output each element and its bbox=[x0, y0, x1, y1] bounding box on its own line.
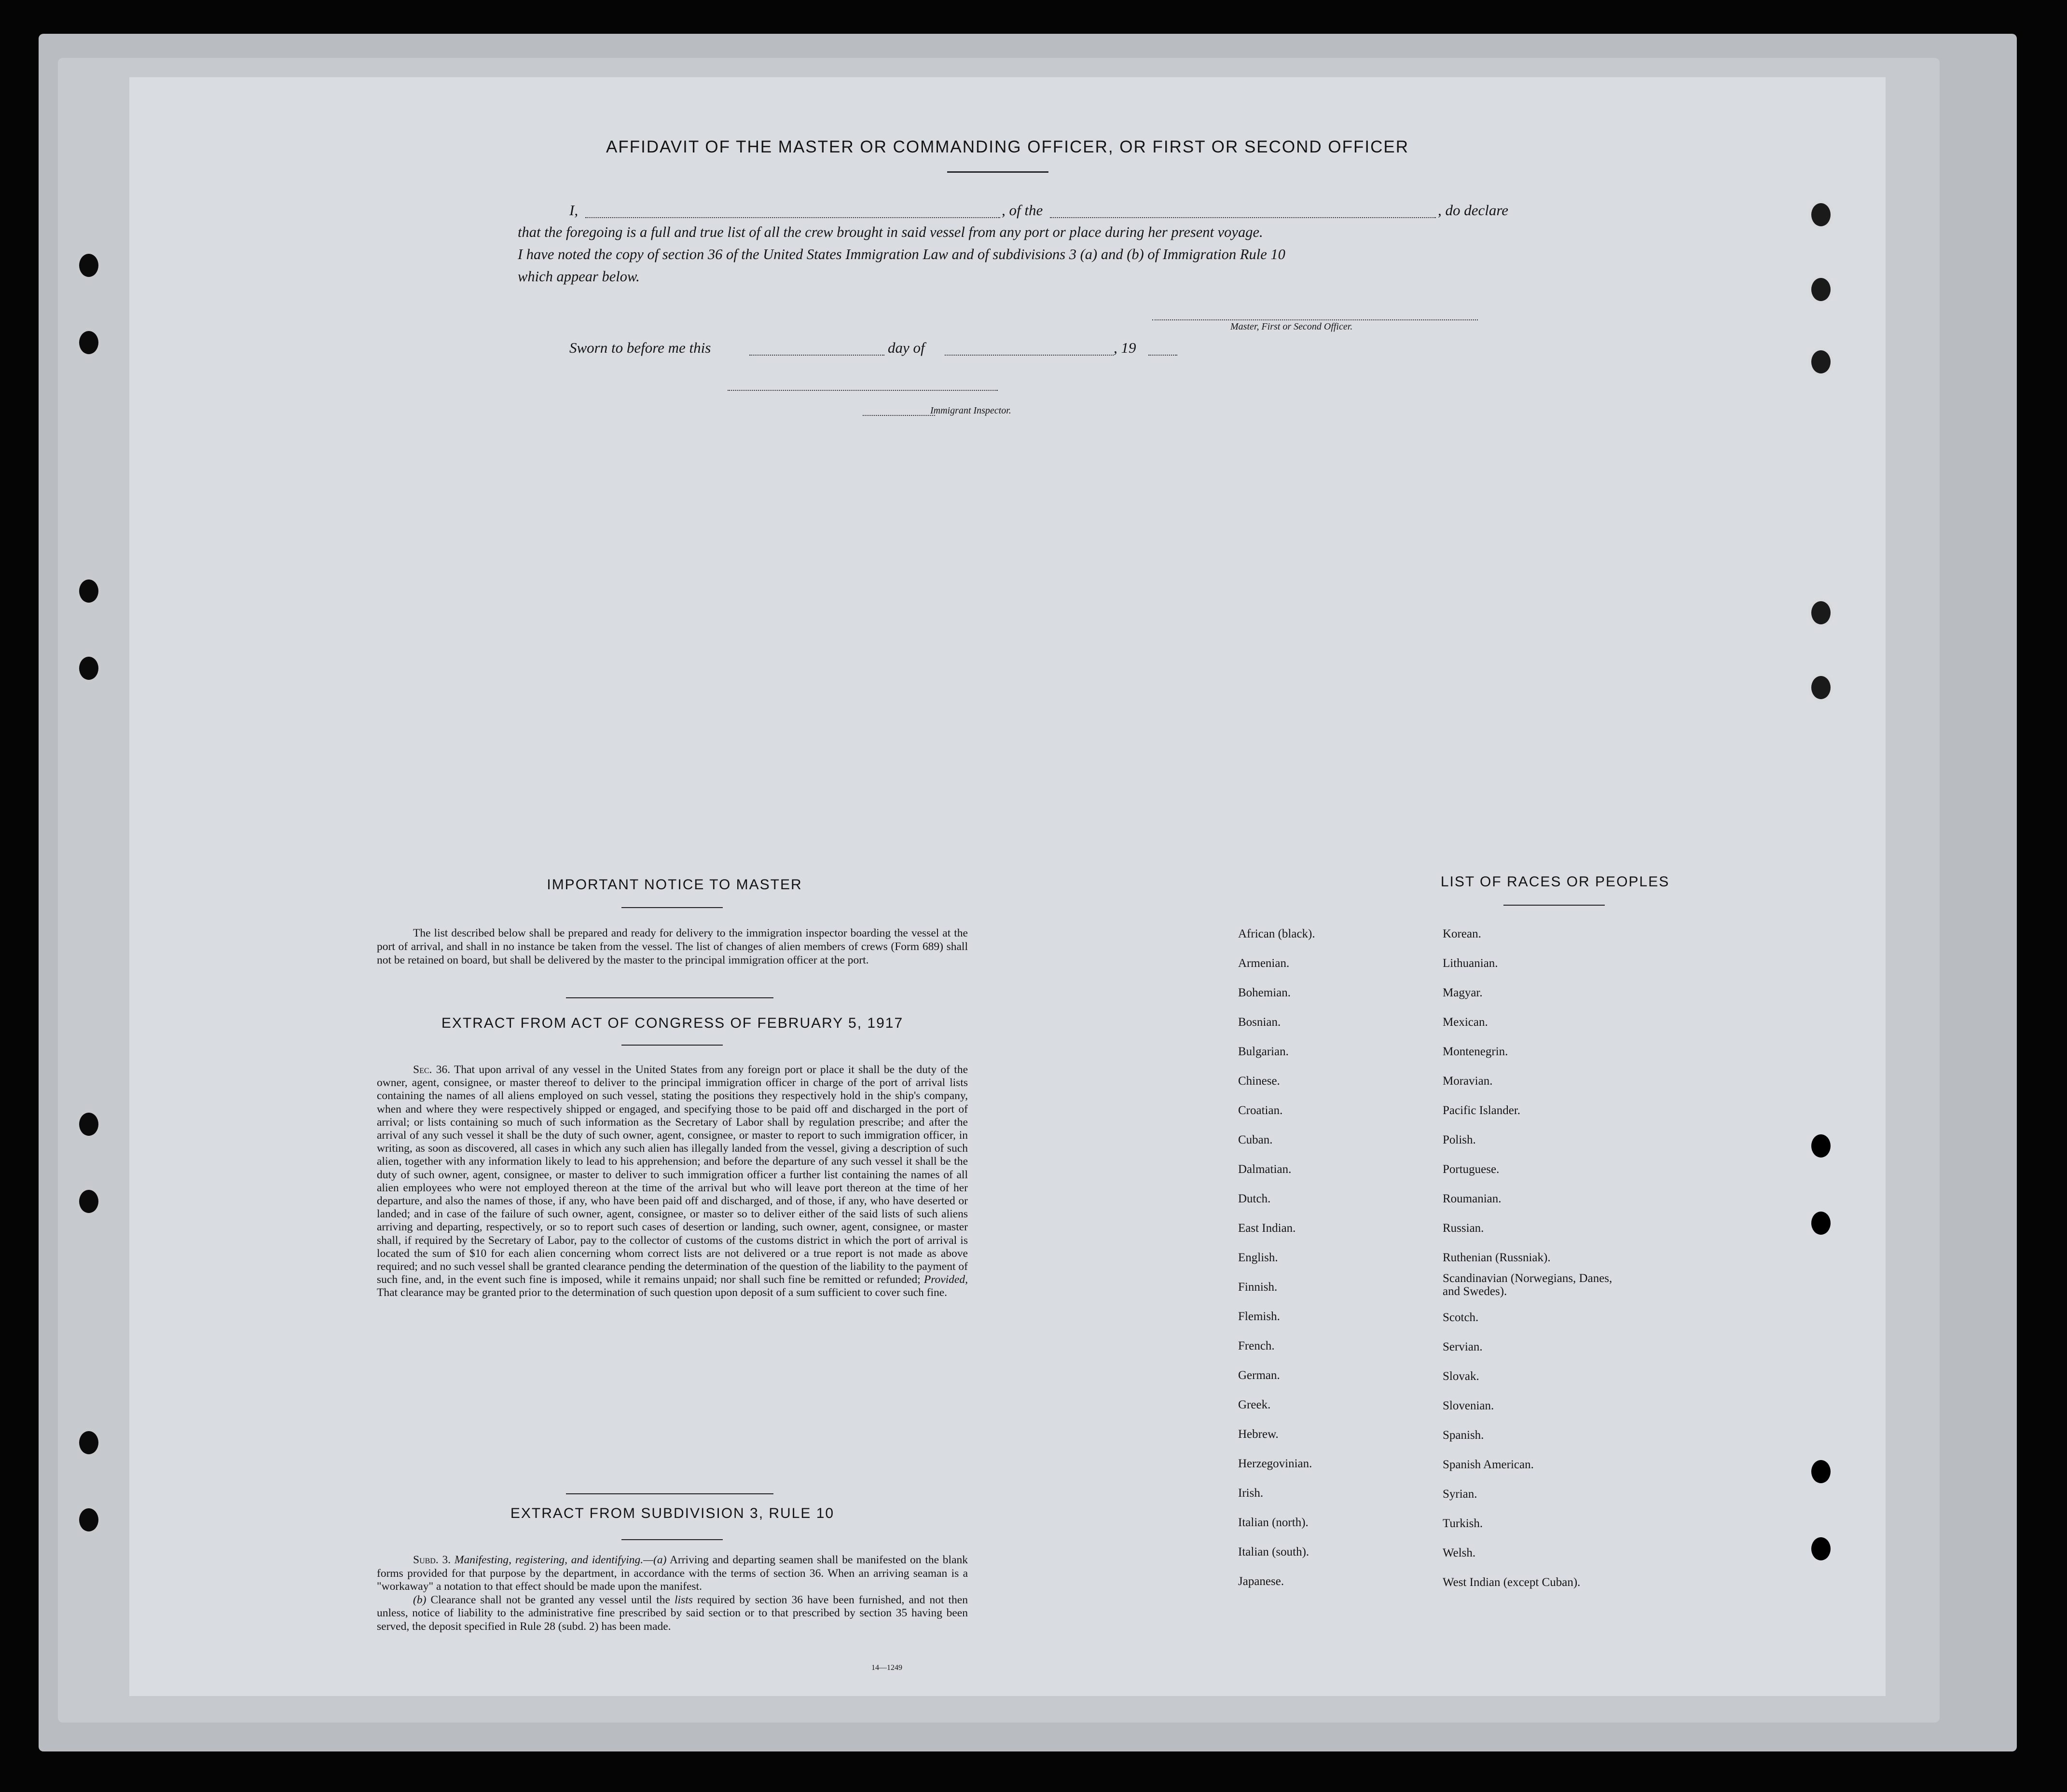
race-item: Korean. bbox=[1443, 927, 1481, 940]
b-label: (b) bbox=[413, 1593, 427, 1606]
race-item: African (black). bbox=[1238, 927, 1315, 940]
extract-act-rule bbox=[621, 1045, 723, 1046]
sec-36-body: That upon arrival of any vessel in the United States from any foreign port or place it shall be the duty of the owner, agent, consignee, or master thereof to deliver to the principal immigration officer in charge of the port of arrival lists containing the names of all aliens employed on such vessel, stating the positions they respectively hold in the ship's company, when and where they were respectively shipped or engaged, and specifying those to be paid off and discharged in the port of arrival; or lists containing so much of such information as the Secretary of Labor shall by regulation prescribe; and after the arrival of any such vessel it shall be the duty of such owner, agent, consignee, or master to report to such immigration officer, in writing, as soon as discovered, all cases in which any such alien has illegally landed from the vessel, giving a description of such alien, together with any information likely to lead to his apprehension; and before the departure of any such vessel it shall be the duty of such owner, agent, consignee, or master to deliver to such immigration officer a further list containing the names of all alien employees who were not employed thereon at the time of the arrival but who will leave port thereon at the time of her departure, and also the names of those, if any, who have been paid off and discharged, and of those, if any, who have deserted or landed; and in case of the failure of such owner, agent, consignee, or master so to deliver either of the said lists of such aliens arriving and departing, respectively, or so to report such cases of desertion or landing, such owner, agent, consignee, or master shall, if required by the Secretary of Labor, pay to the collector of customs of the customs district in which the port of arrival is located the sum of $10 for each alien concerning whom correct lists are not delivered or a true report is not made as above required; and no such vessel shall be granted clearance pending the determination of the question of the liability to the payment of such fine, and, in the event such fine is imposed, while it remains unpaid; nor shall such fine be remitted or refunded; bbox=[377, 1063, 968, 1286]
race-item: Roumanian. bbox=[1443, 1192, 1502, 1205]
race-item: West Indian (except Cuban). bbox=[1443, 1576, 1581, 1589]
affidavit-line-3: I have noted the copy of section 36 of the United States Immigration Law and of subdivisions 3 (a) and (b) of Immigration Rule 10 bbox=[518, 246, 1285, 262]
race-item: Slovak. bbox=[1443, 1370, 1479, 1383]
race-item: Bohemian. bbox=[1238, 986, 1291, 999]
binder-hole bbox=[76, 1428, 101, 1457]
form-number: 14—1249 bbox=[871, 1664, 902, 1672]
notice-divider bbox=[566, 997, 773, 998]
binder-hole bbox=[1808, 275, 1833, 304]
race-item: Slovenian. bbox=[1443, 1399, 1494, 1412]
extract-rule-rule bbox=[621, 1539, 723, 1540]
binder-hole bbox=[1808, 200, 1833, 229]
race-item: Syrian. bbox=[1443, 1488, 1477, 1501]
extract-rule-title: EXTRACT FROM SUBDIVISION 3, RULE 10 bbox=[510, 1505, 835, 1521]
race-item: Dutch. bbox=[1238, 1192, 1271, 1205]
year-label: , 19 bbox=[1114, 339, 1136, 356]
inspector-caption-leader bbox=[863, 415, 935, 416]
sec-36-label: Sec. 36. bbox=[413, 1063, 451, 1076]
extract-act-title: EXTRACT FROM ACT OF CONGRESS OF FEBRUARY 5, 1917 bbox=[441, 1015, 904, 1031]
race-item: Greek. bbox=[1238, 1398, 1271, 1411]
of-the-label: , of the bbox=[1002, 202, 1043, 219]
binder-hole bbox=[1808, 347, 1833, 376]
race-item: Portuguese. bbox=[1443, 1163, 1500, 1176]
race-item: German. bbox=[1238, 1369, 1280, 1382]
day-line bbox=[749, 355, 884, 356]
year-line bbox=[1148, 355, 1177, 356]
binder-hole bbox=[76, 328, 101, 357]
binder-hole bbox=[1808, 598, 1833, 627]
race-item: Turkish. bbox=[1443, 1517, 1483, 1530]
binder-hole bbox=[1808, 1534, 1833, 1563]
binder-hole bbox=[1808, 1131, 1833, 1160]
race-item: Japanese. bbox=[1238, 1575, 1284, 1588]
race-item: Spanish. bbox=[1443, 1429, 1484, 1442]
inspector-signature-line bbox=[728, 390, 998, 391]
race-item: Spanish American. bbox=[1443, 1458, 1534, 1471]
binder-hole bbox=[76, 654, 101, 683]
vessel-line bbox=[1050, 217, 1436, 218]
race-item: English. bbox=[1238, 1251, 1278, 1264]
race-item: Bulgarian. bbox=[1238, 1045, 1289, 1058]
race-item: Italian (north). bbox=[1238, 1516, 1309, 1529]
binder-hole bbox=[76, 577, 101, 606]
race-item: French. bbox=[1238, 1339, 1275, 1352]
races-rule bbox=[1503, 905, 1605, 906]
binder-hole bbox=[1808, 1209, 1833, 1238]
binder-hole bbox=[1808, 673, 1833, 702]
subd-a-text: Arriving and departing seamen shall be manifested on the blank forms provided for that purpose by the department, in accordance with the terms of section 36. When an arriving seaman is a "workaway" a notation to that effect should be made upon the manifest. bbox=[377, 1554, 968, 1593]
affidavit-line-4: which appear below. bbox=[518, 268, 640, 285]
race-item: Bosnian. bbox=[1238, 1016, 1281, 1029]
subd-label: Subd. 3. bbox=[413, 1554, 451, 1566]
sec-36-end: That clearance may be granted prior to the determination of such question upon deposit of a sum sufficient to cover such fine. bbox=[377, 1286, 948, 1299]
affidavit-page bbox=[129, 77, 1886, 1696]
notice-text: The list described below shall be prepared and ready for delivery to the immigration inspector boarding the vessel at the port of arrival, and shall in no instance be taken from the vessel. The list of changes of alien members of crews (Form 689) shall not be retained on board, but shall be delivered by the master to the principal immigration officer at the port. bbox=[377, 927, 968, 966]
race-item: Welsh. bbox=[1443, 1546, 1476, 1559]
extract-act-text bbox=[377, 1063, 968, 1300]
month-line bbox=[945, 355, 1114, 356]
subd-a-paragraph bbox=[377, 1554, 968, 1594]
subd-b-paragraph bbox=[377, 1594, 968, 1634]
race-item: Herzegovinian. bbox=[1238, 1457, 1312, 1470]
race-item: Hebrew. bbox=[1238, 1428, 1279, 1441]
race-item: Scotch. bbox=[1443, 1311, 1479, 1324]
master-signature-line bbox=[1152, 319, 1478, 320]
race-item: Polish. bbox=[1443, 1133, 1476, 1146]
race-item: Montenegrin. bbox=[1443, 1045, 1508, 1058]
race-item: Irish. bbox=[1238, 1487, 1264, 1500]
name-line bbox=[585, 217, 1000, 218]
affidavit-title: AFFIDAVIT OF THE MASTER OR COMMANDING OFFICER, OR FIRST OR SECOND OFFICER bbox=[606, 138, 1409, 156]
lists-word: lists bbox=[675, 1593, 693, 1606]
race-item: Ruthenian (Russniak). bbox=[1443, 1251, 1551, 1264]
race-item: Pacific Islander. bbox=[1443, 1104, 1521, 1117]
race-item: Finnish. bbox=[1238, 1281, 1278, 1294]
race-item: Cuban. bbox=[1238, 1133, 1273, 1146]
race-item: Scandinavian (Norwegians, Danes, and Swedes). bbox=[1443, 1272, 1612, 1298]
binder-hole bbox=[76, 1505, 101, 1534]
subd-b-text-2: required by section 36 have been furnished, and not then unless, notice of liability to the administrative fine prescribed by said section or to that prescribed by section 35 having been served, the deposit specified in Rule 28 (subd. 2) has been made. bbox=[377, 1593, 968, 1633]
master-caption: Master, First or Second Officer. bbox=[1230, 321, 1353, 332]
race-item: Magyar. bbox=[1443, 986, 1483, 999]
inspector-caption: Immigrant Inspector. bbox=[930, 405, 1011, 416]
race-item: Lithuanian. bbox=[1443, 957, 1498, 970]
race-item: Armenian. bbox=[1238, 957, 1290, 970]
binder-hole bbox=[1808, 1457, 1833, 1486]
binder-hole bbox=[76, 1187, 101, 1216]
race-item: Chinese. bbox=[1238, 1075, 1280, 1088]
title-rule bbox=[947, 171, 1048, 173]
extract-act-divider bbox=[566, 1493, 773, 1494]
subd-heading: Manifesting, registering, and identifying.—(a) bbox=[454, 1554, 667, 1566]
binder-hole bbox=[76, 251, 101, 280]
subd-b-text-1: Clearance shall not be granted any vessel until the bbox=[430, 1593, 670, 1606]
notice-rule bbox=[621, 907, 723, 908]
provided-label: Provided, bbox=[923, 1273, 968, 1286]
do-declare-label: , do declare bbox=[1438, 202, 1509, 219]
sworn-label: Sworn to before me this bbox=[569, 339, 711, 356]
races-title: LIST OF RACES OR PEOPLES bbox=[1440, 874, 1670, 890]
i-label: I, bbox=[569, 202, 579, 219]
race-item: Russian. bbox=[1443, 1222, 1484, 1235]
binder-hole bbox=[76, 1110, 101, 1139]
race-item: Croatian. bbox=[1238, 1104, 1283, 1117]
race-item: Mexican. bbox=[1443, 1016, 1488, 1029]
affidavit-line-2: that the foregoing is a full and true list of all the crew brought in said vessel from any port or place during her present voyage. bbox=[518, 224, 1263, 240]
extract-rule-text bbox=[377, 1554, 968, 1633]
day-of-label: day of bbox=[888, 339, 925, 356]
race-item: Servian. bbox=[1443, 1340, 1483, 1353]
race-item: Dalmatian. bbox=[1238, 1163, 1292, 1176]
race-item: Flemish. bbox=[1238, 1310, 1280, 1323]
race-item: Italian (south). bbox=[1238, 1545, 1309, 1558]
notice-title: IMPORTANT NOTICE TO MASTER bbox=[547, 877, 802, 893]
race-item: Moravian. bbox=[1443, 1075, 1493, 1088]
race-item: East Indian. bbox=[1238, 1222, 1296, 1235]
